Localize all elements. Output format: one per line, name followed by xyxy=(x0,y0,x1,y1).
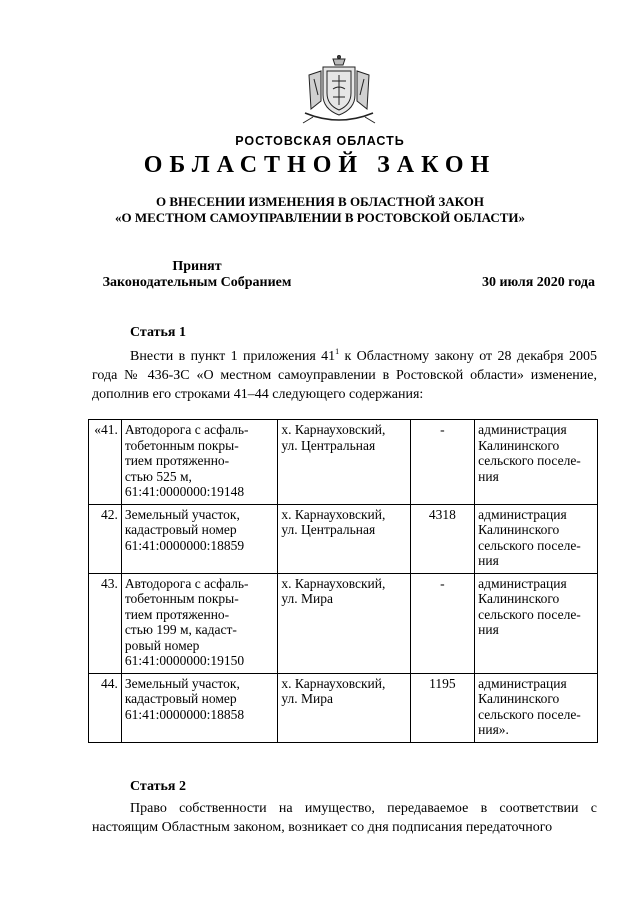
owner-line: сельского поселе- xyxy=(478,606,581,622)
object-name-line: ровый номер xyxy=(124,637,200,653)
adoption-block xyxy=(92,259,302,291)
coat-of-arms-icon xyxy=(299,55,379,125)
owner-line: ния xyxy=(478,468,499,484)
address-cell xyxy=(278,420,410,505)
table-row xyxy=(89,673,598,742)
area-value: - xyxy=(440,575,445,591)
owner-line: администрация xyxy=(478,675,567,691)
owner-line: Калининского xyxy=(478,437,560,453)
address-line: ул. Центральная xyxy=(281,437,376,453)
object-name-line: Автодорога с асфаль- xyxy=(124,422,249,437)
object-name-cell xyxy=(121,504,278,573)
object-name-cell xyxy=(121,573,278,673)
owner-line: Калининского xyxy=(478,691,560,706)
owner-cell xyxy=(475,673,598,742)
owner-line: сельского поселе- xyxy=(478,706,581,722)
owner-line: Калининского xyxy=(478,522,560,537)
object-name-line: 61:41:0000000:18859 xyxy=(124,537,245,553)
adoption-date: 30 июля 2020 года xyxy=(481,275,595,290)
article-1-heading: Статья 1 xyxy=(130,325,186,340)
object-name-line: тием протяженно- xyxy=(124,453,230,468)
object-name-line: стью 525 м, xyxy=(124,468,192,484)
object-name-line: тием протяженно- xyxy=(124,606,230,622)
address-line: х. Карнауховский, xyxy=(281,506,386,522)
object-name-line: тобетонным покры- xyxy=(124,437,239,453)
owner-cell xyxy=(475,573,598,673)
owner-cell xyxy=(475,420,598,505)
object-name-line: 61:41:0000000:19148 xyxy=(124,484,245,499)
address-cell xyxy=(278,573,410,673)
object-name-cell xyxy=(121,420,278,505)
object-name-line: кадастровый номер xyxy=(124,522,237,537)
row-number: 44. xyxy=(100,675,118,691)
row-number-cell xyxy=(89,573,122,673)
object-name-line: Автодорога с асфаль- xyxy=(124,575,249,591)
area-cell xyxy=(410,673,475,742)
owner-line: ния xyxy=(478,622,499,637)
row-number: 42. xyxy=(100,506,118,522)
address-line: ул. Мира xyxy=(281,591,333,606)
area-value: 1195 xyxy=(429,675,456,691)
document-subtitle xyxy=(0,194,640,226)
object-name-line: стью 199 м, кадаст- xyxy=(124,622,237,637)
object-name-line: 61:41:0000000:18858 xyxy=(124,706,245,722)
items-table-body xyxy=(89,420,598,743)
article-2-heading: Статья 2 xyxy=(130,779,186,794)
table-row xyxy=(89,420,598,505)
area-value: - xyxy=(440,422,445,437)
area-cell xyxy=(410,504,475,573)
region-name: РОСТОВСКАЯ ОБЛАСТЬ xyxy=(235,134,405,148)
address-line: х. Карнауховский, xyxy=(281,675,386,691)
owner-line: администрация xyxy=(478,575,567,591)
area-value: 4318 xyxy=(428,506,456,522)
owner-line: администрация xyxy=(478,422,567,437)
article-2-text-body: Право собственности на имущество, передаваемое в соответствии с настоящим Областным законом, возникает со дня подписания передаточного xyxy=(92,801,597,835)
subtitle-line-1: О ВНЕСЕНИИ ИЗМЕНЕНИЯ В ОБЛАСТНОЙ ЗАКОН xyxy=(156,194,484,209)
row-number: «41. xyxy=(94,422,118,437)
address-line: х. Карнауховский, xyxy=(281,575,386,591)
object-name-cell xyxy=(121,673,278,742)
row-number-cell xyxy=(89,504,122,573)
address-line: ул. Мира xyxy=(281,691,333,706)
address-line: х. Карнауховский, xyxy=(281,422,386,437)
row-number-cell xyxy=(89,673,122,742)
owner-line: сельского поселе- xyxy=(478,537,581,553)
table-row xyxy=(89,573,598,673)
object-name-line: 61:41:0000000:19150 xyxy=(124,653,245,668)
article-1-text-a: Внести в пункт 1 приложения 41 xyxy=(130,349,336,364)
owner-line: ния». xyxy=(478,722,509,737)
object-name-line: Земельный участок, xyxy=(124,675,240,691)
owner-line: ния xyxy=(478,553,499,568)
row-number-cell xyxy=(89,420,122,505)
items-table xyxy=(88,419,598,743)
owner-line: администрация xyxy=(478,506,567,522)
article-2-text xyxy=(92,799,597,837)
adoption-line-1: Принят xyxy=(172,259,222,274)
address-cell xyxy=(278,504,410,573)
object-name-line: тобетонным покры- xyxy=(124,591,239,606)
subtitle-line-2: «О МЕСТНОМ САМОУПРАВЛЕНИИ В РОСТОВСКОЙ ОБЛАСТИ» xyxy=(115,210,525,225)
area-cell xyxy=(410,573,475,673)
article-1-superscript: 1 xyxy=(335,347,340,356)
area-cell xyxy=(410,420,475,505)
object-name-line: Земельный участок, xyxy=(124,506,240,522)
owner-line: Калининского xyxy=(478,591,560,606)
document-title: ОБЛАСТНОЙ ЗАКОН xyxy=(143,152,497,178)
object-name-line: кадастровый номер xyxy=(124,691,237,706)
adoption-line-2: Законодательным Собранием xyxy=(102,275,292,290)
owner-cell xyxy=(475,504,598,573)
address-line: ул. Центральная xyxy=(281,522,376,537)
owner-line: сельского поселе- xyxy=(478,453,581,468)
row-number: 43. xyxy=(100,575,118,591)
table-row xyxy=(89,504,598,573)
address-cell xyxy=(278,673,410,742)
article-1-text-b: к Областному закону от 28 декабря 2005 года № 436-ЗС «О местном самоуправлении в Ростовской области» изменение, дополнив его строками 41–44 следующего содержания: xyxy=(92,349,597,402)
article-1-text xyxy=(92,347,597,404)
